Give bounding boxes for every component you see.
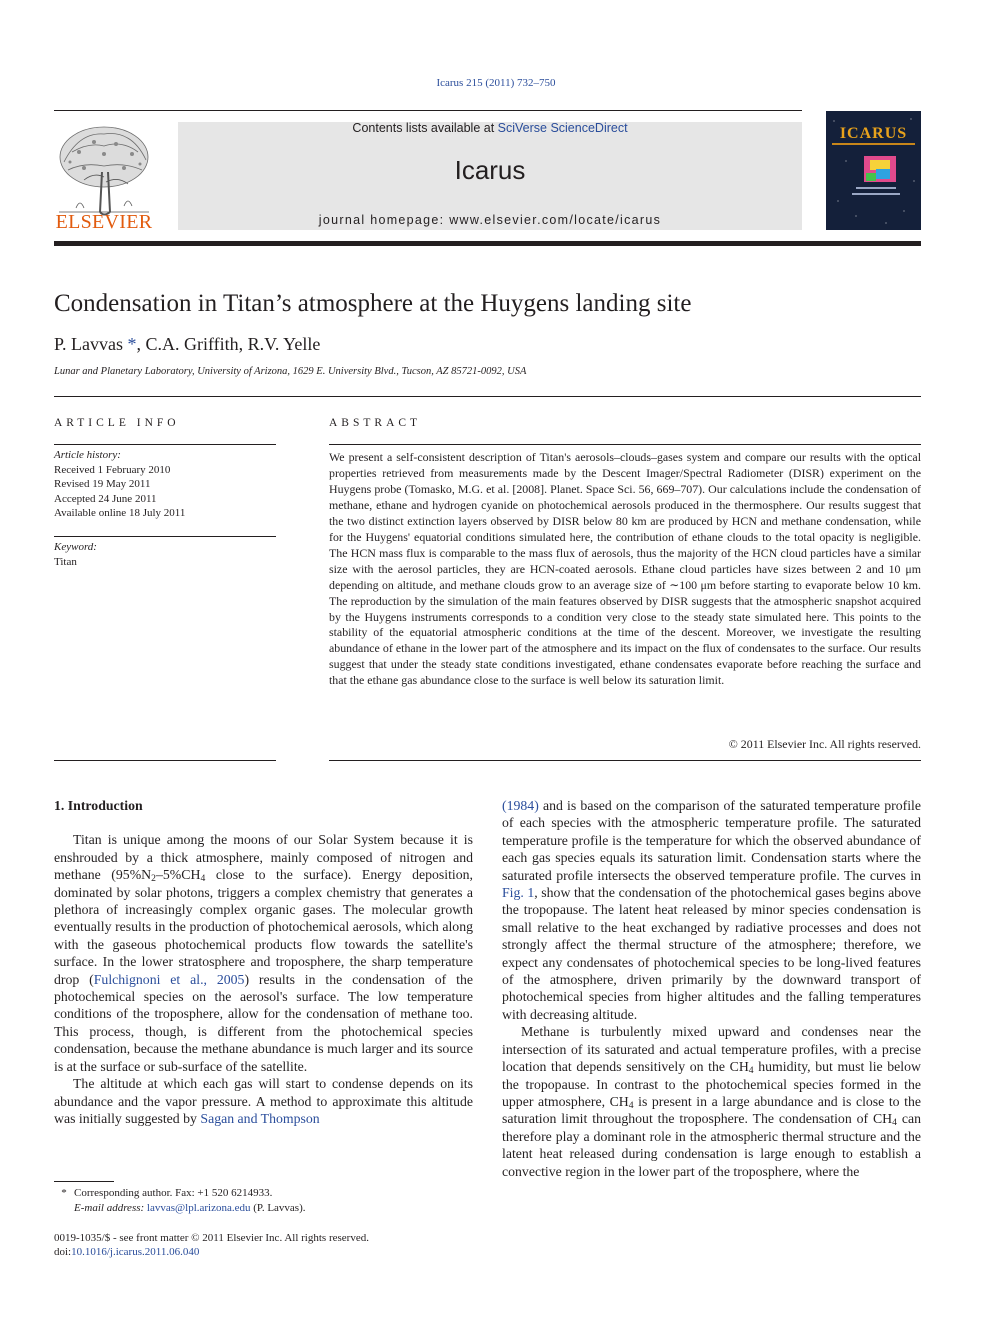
received-date: Received 1 February 2010 — [54, 463, 171, 476]
email-suffix: (P. Lavvas). — [250, 1201, 306, 1214]
doi-label: doi: — [54, 1246, 72, 1259]
footnote — [54, 1186, 473, 1215]
p1-text-b: –5%CH — [155, 867, 201, 883]
keyword-label: Keyword: — [54, 541, 97, 553]
body-right-column — [502, 797, 921, 1180]
email-link[interactable]: lavvas@lpl.arizona.edu — [146, 1201, 251, 1214]
corresponding-author-mark[interactable]: * — [127, 334, 137, 354]
article-history — [54, 448, 185, 521]
journal-cover[interactable] — [826, 111, 921, 230]
r2-sub-2: 4 — [628, 1099, 634, 1111]
r2-text-c: is present in a large abundance and is close to the saturation limit throughout the troposphere. The condensation of CH — [502, 1093, 921, 1127]
p2-text-a: The altitude at which each gas will start to condense depends on its abundance and the vapor pressure. A method to approximate this altitude was initially suggested by — [54, 1076, 473, 1126]
keywords — [54, 540, 97, 569]
abstract-text: We present a self-consistent description of Titan's aerosols–clouds–gases system and compare our results with the optical properties retrieved from measurements made by the Descent Imager/Spectral Radiometer (DISR) experiment on the Huygens probe (Tomasko, M.G. et al. [2008]. Planet. Space Sci. 56, 669–707). Our calculations include the condensation of methane, ethane and hydrogen cyanide on photochemical aerosols produced in the thermosphere. Our results suggest that the two distinct extinction layers observed by DISR below 80 km are produced by HCN and methane condensation, while for the Huygens' equatorial conditions simulated here, the contribution of ethane clouds to the total opacity is negligible. The HCN mass flux is comparable to the mass flux of aerosols, thus the majority of the HCN cloud particles have a similar size with the aerosol particles, they are HCN-coated aerosols. Ethane cloud particles have sizes between 2 and 10 μm depending on altitude, and methane clouds grow to an average size of ∼100 μm before starting to evaporate below 10 km. The reproduction by the simulation of the main features observed by DISR suggests that the atmospheric snapshot acquired by the Huygens instruments corresponds to a condition very close to the steady state simulated here. This points to the stability of the equatorial atmospheric conditions at the time of the descent. Moreover, we investigate the resulting abundance of ethane in the lower part of the atmosphere and its impact on the flux of condensates to the surface. Our results suggest that under the steady state conditions investigated, ethane condensates evaporate before reaching the surface and that the ethane gas abundance close to the surface is well below its saturation limit. — [329, 450, 921, 688]
cover-title: ICARUS — [839, 125, 908, 142]
p1-sub-1: 2 — [151, 873, 156, 885]
contents-prefix: Contents lists available at — [352, 121, 498, 135]
corresponding-author-note: Corresponding author. Fax: +1 520 6214933. — [74, 1187, 273, 1199]
title-rule — [54, 396, 921, 397]
p1-text-c: close to the surface). Energy deposition, dominated by solar photons, triggers a complex chemistry that generates a plethora of increasingly complex organic gases. The molecular growth eventually results in the production of photochemical aerosols, which along with the gaseous photochemical products flow towards the satellite's surface. In the lower stratosphere and troposphere, the sharp temperature drop ( — [54, 867, 474, 987]
journal-name: Icarus — [454, 155, 526, 185]
online-date: Available online 18 July 2011 — [54, 507, 186, 520]
keyword-titan: Titan — [54, 555, 77, 568]
footnote-star: * — [61, 1187, 67, 1199]
issn-line: 0019-1035/$ - see front matter © 2011 Elsevier Inc. All rights reserved. — [54, 1232, 369, 1244]
email-label: E-mail address: — [74, 1201, 147, 1214]
r2-text-d: can therefore play a dominant role in the atmospheric thermal structure and the latent heat released during condensation is large enough to establish a convective region in the lower part of the troposphere, where the — [502, 1111, 921, 1179]
article-info-rule-mid — [54, 536, 276, 537]
intro-paragraph-2-cont — [502, 797, 921, 1023]
footnote-rule — [54, 1181, 114, 1182]
r2-sub-1: 4 — [748, 1065, 754, 1077]
authors-rest: , C.A. Griffith, R.V. Yelle — [136, 334, 321, 354]
r1-text-a: and is based on the comparison of the saturated temperature profile of each species with the atmospheric temperature profile. The saturated temperature profile is the temperature for which the observed abundance of each gas species equals its saturation limit. Condensation starts where the saturated profile intersects the observed temperature profile. The curves in — [502, 798, 921, 883]
abstract-heading: ABSTRACT — [329, 417, 422, 429]
article-title: Condensation in Titan’s atmosphere at the Huygens landing site — [54, 290, 692, 317]
citation-1984[interactable]: (1984) — [502, 798, 539, 813]
introduction-heading: 1. Introduction — [54, 798, 143, 813]
elsevier-wordmark: ELSEVIER — [55, 211, 153, 233]
accepted-date: Accepted 24 June 2011 — [54, 492, 157, 505]
article-info-rule-top — [54, 444, 276, 445]
abstract-rule-bottom — [329, 760, 921, 761]
p1-sub-2: 4 — [200, 873, 206, 885]
author-list — [54, 334, 320, 355]
affiliation: Lunar and Planetary Laboratory, University of Arizona, 1629 E. University Blvd., Tucson, AZ 85721-0092, USA — [54, 366, 527, 377]
r2-text-b: humidity, but must lie below the tropopause. In contrast to the photochemical species formed in the upper atmosphere, CH — [502, 1059, 921, 1109]
article-info-rule-bottom — [54, 760, 276, 761]
author-lavvas[interactable]: P. Lavvas — [54, 334, 123, 354]
r2-text-a: Methane is turbulently mixed upward and condenses near the intersection of its saturated and actual temperature profiles, with a precise location that depends sensitively on the CH — [502, 1024, 921, 1075]
intro-paragraph-3 — [502, 1023, 921, 1180]
figure-1-link[interactable]: Fig. 1 — [502, 885, 535, 901]
header-top-rule — [54, 110, 802, 111]
doi-link[interactable]: 10.1016/j.icarus.2011.06.040 — [71, 1246, 200, 1259]
sciencedirect-link[interactable]: SciVerse ScienceDirect — [497, 121, 628, 135]
abstract-rule-top — [329, 444, 921, 445]
article-info-heading: ARTICLE INFO — [54, 417, 180, 429]
front-matter — [54, 1231, 369, 1260]
r2-sub-3: 4 — [892, 1117, 897, 1129]
copyright-notice: © 2011 Elsevier Inc. All rights reserved. — [728, 737, 921, 751]
p1-text-d: ) results in the condensation of the photochemical species on the aerosol's surface. The low temperature conditions of the troposphere, allow for the condensation of methane too. This process, though, is different from the photochemical species condensation, because the methane abundance is much larger and its source is at the surface or sub-surface of the satellite. — [54, 971, 473, 1074]
contents-line — [178, 121, 802, 135]
journal-homepage[interactable]: journal homepage: www.elsevier.com/locate/icarus — [318, 213, 662, 227]
history-label: Article history: — [54, 449, 121, 461]
body-left-column — [54, 797, 473, 1127]
header-bottom-bar — [54, 241, 921, 246]
intro-paragraph-2 — [54, 1075, 473, 1127]
revised-date: Revised 19 May 2011 — [54, 478, 151, 491]
p1-text-a: Titan is unique among the moons of our Solar System because it is enshrouded by a thick atmosphere, mainly composed of nitrogen and methane (95%N — [54, 832, 473, 883]
intro-paragraph-1 — [54, 831, 473, 1075]
journal-reference[interactable]: Icarus 215 (2011) 732–750 — [436, 77, 556, 89]
r1-text-b: , show that the condensation of the photochemical gases begins above the tropopause. The latent heat released by minor species condensation is small relative to the heat exchanged by radiative processes and does not strongly affect the thermal structure of the atmosphere; therefore, we expect any condensates of photochemical species to be long-lived features of the atmosphere, driven primarily by the downward transport of photochemical species from higher altitudes and the falling temperatures with decreasing altitude. — [502, 885, 922, 1022]
citation-sagan-thompson[interactable]: Sagan and Thompson — [200, 1110, 320, 1126]
citation-fulchignoni[interactable]: Fulchignoni et al., 2005 — [93, 971, 245, 987]
